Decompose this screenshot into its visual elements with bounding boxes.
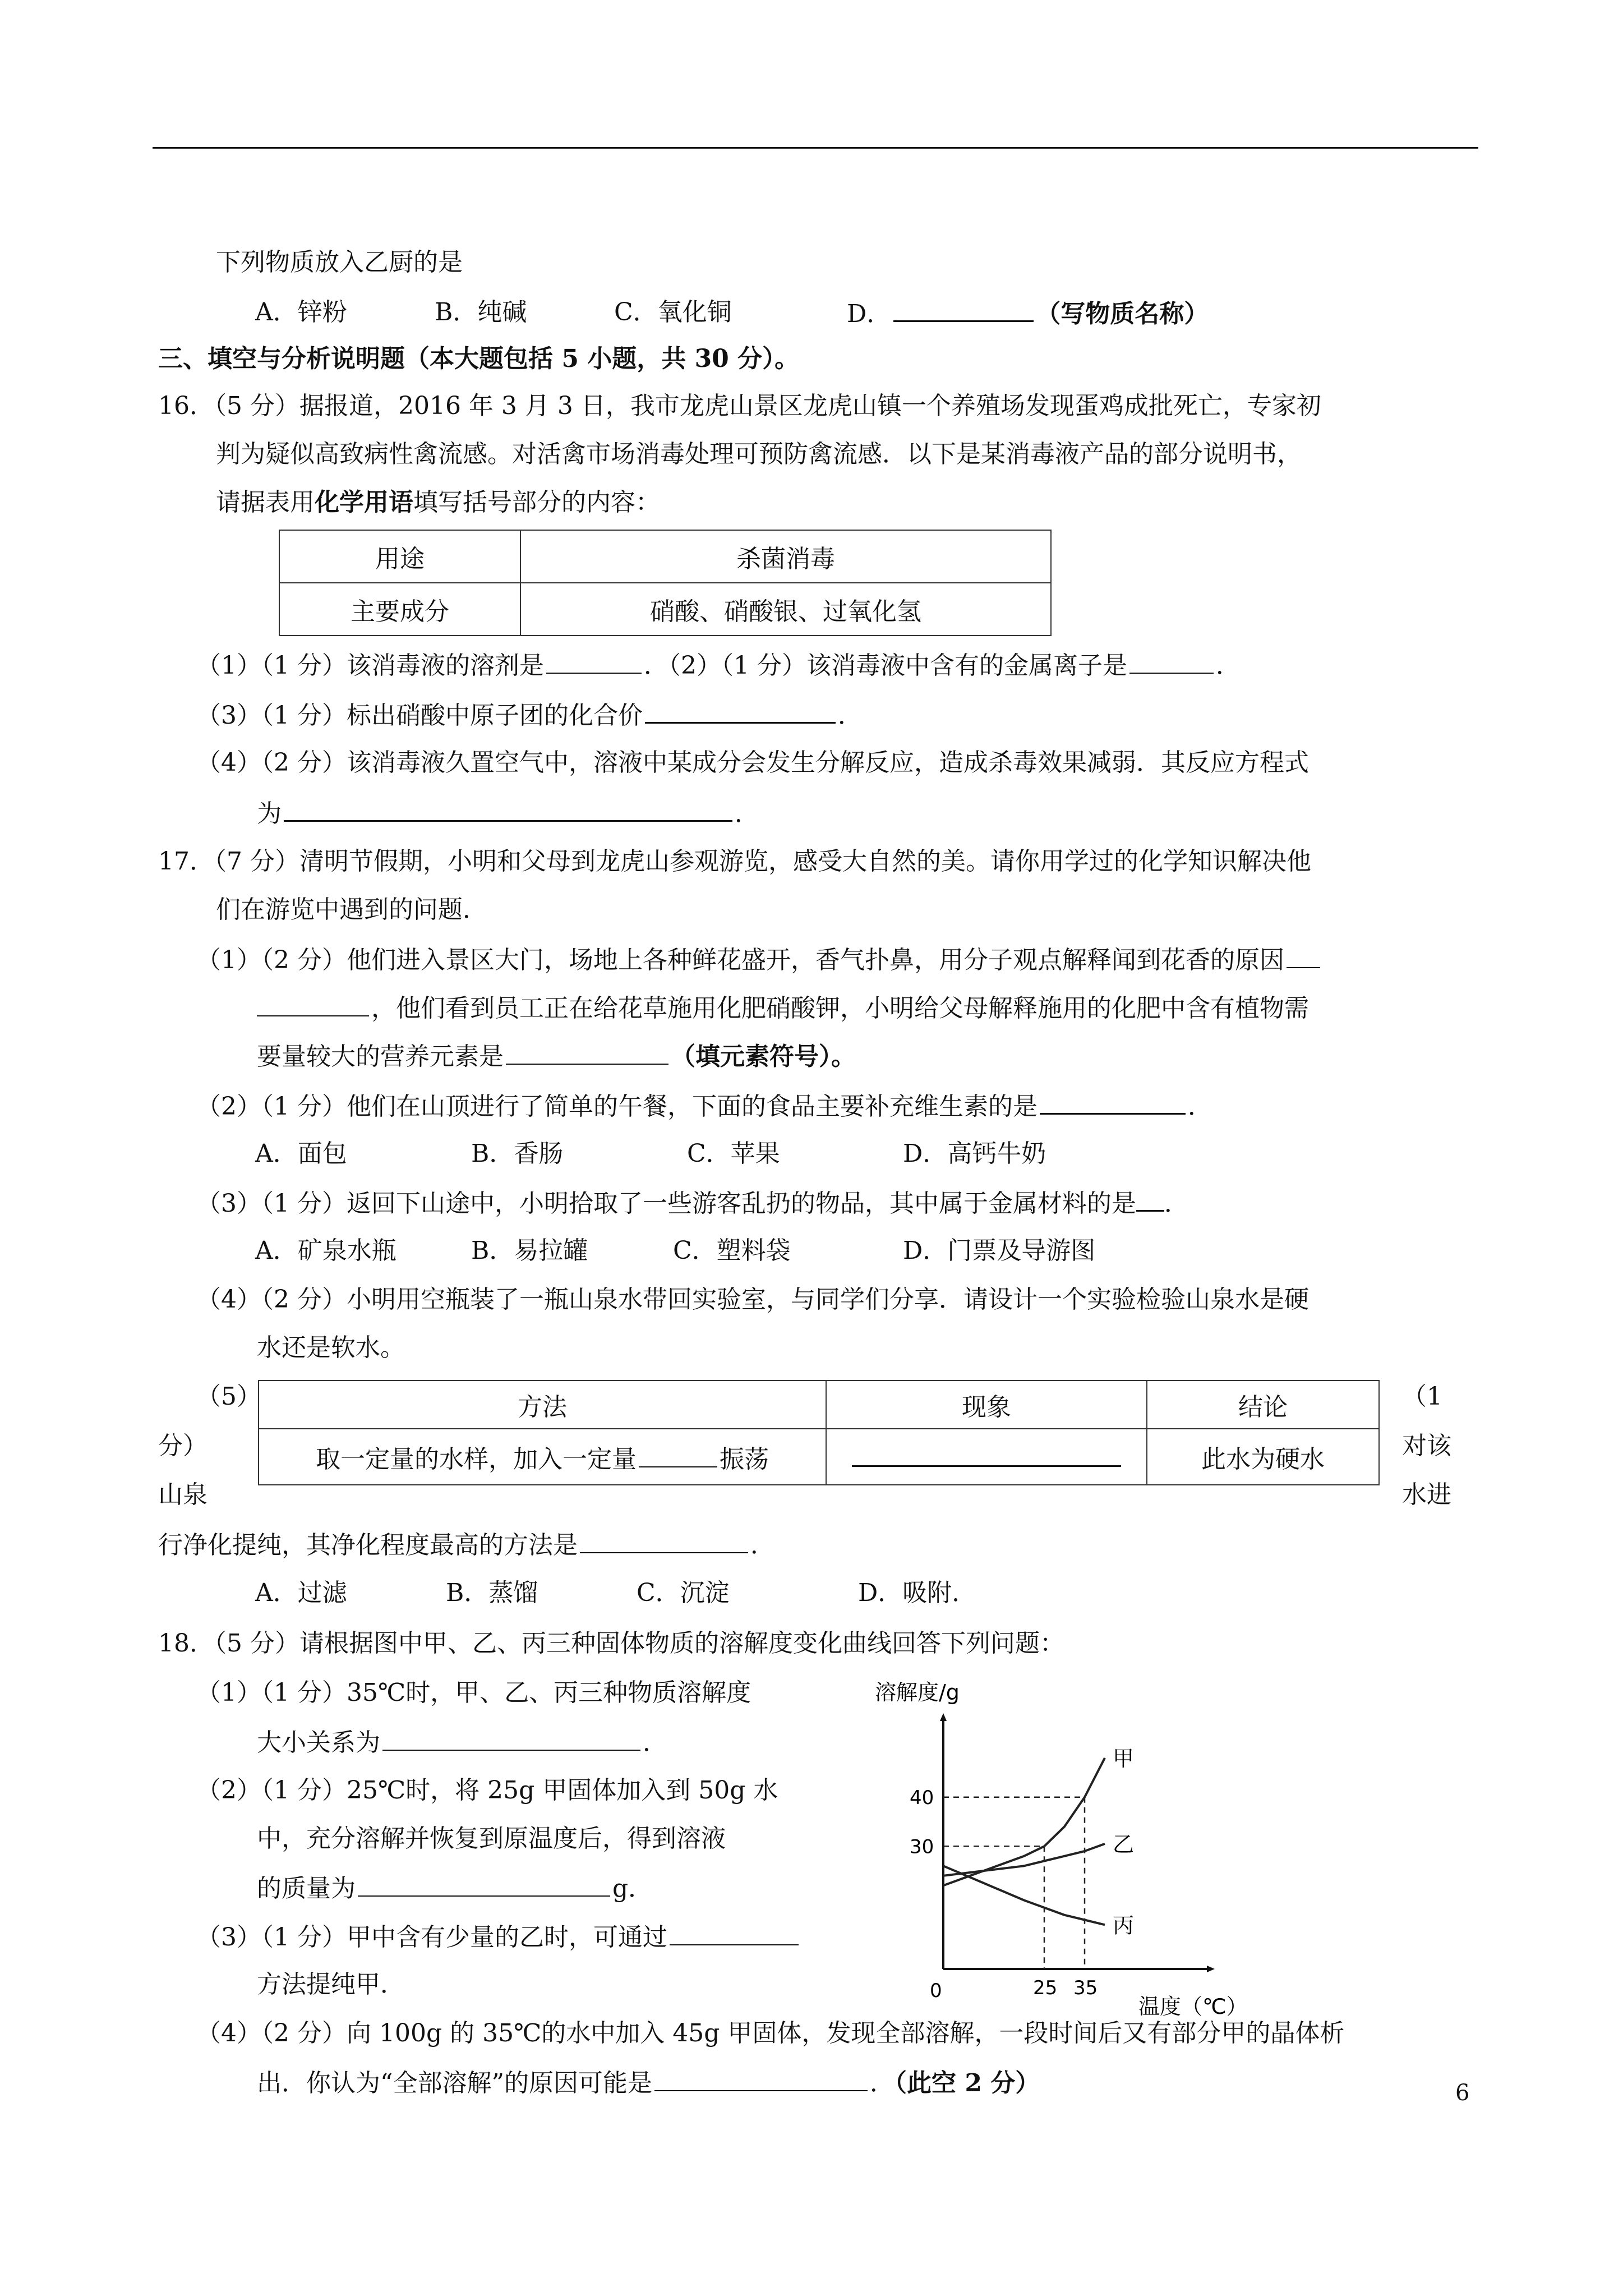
q18-sub-4-cont-text: 出．你认为“全部溶解”的原因可能是 <box>257 2069 652 2097</box>
q18-sub-3-cont: 方法提纯甲． <box>257 1970 405 1999</box>
q15-option-c: C．氧化铜 <box>614 298 732 326</box>
q17-experiment-table <box>258 1380 1380 1485</box>
q18-sub-2-cont2-text: 的质量为 <box>257 1874 356 1903</box>
q17-sub-5-option: D．吸附． <box>858 1579 977 1607</box>
q17-sub-5-option: A．过滤 <box>255 1579 347 1607</box>
solubility-chart <box>858 1677 1284 2025</box>
q16-table-key: 主要成分 <box>279 583 520 636</box>
q17-cell-conclusion: 此水为硬水 <box>1147 1429 1379 1485</box>
x-tick-label: 25 <box>1033 1977 1058 1999</box>
q16-table-row <box>279 530 1051 583</box>
y-axis-label: 溶解度/g <box>875 1680 960 1705</box>
q17-sub-2-option: A．面包 <box>255 1139 347 1168</box>
q17-sub-3-option: C．塑料袋 <box>673 1236 791 1265</box>
q17-sub-5-end: ． <box>750 1531 775 1559</box>
q18-sub-3 <box>196 1920 801 1954</box>
q16-sub-4-cont <box>257 795 759 831</box>
q16-table-key: 用途 <box>279 530 520 583</box>
q17-method-text-2: 振荡 <box>720 1445 769 1474</box>
header-rule <box>153 147 1478 149</box>
q18-sub-1-end: ． <box>643 1728 667 1757</box>
q16-sub-3 <box>196 697 863 733</box>
q18-sub-2-cont2 <box>257 1871 653 1906</box>
q16-sub-4: （4）（2 分）该消毒液久置空气中，溶液中某成分会发生分解反应，造成杀毒效果减弱．其反应方程式 <box>196 748 1309 777</box>
q17-sub-5-side: 对该 <box>1402 1432 1451 1460</box>
q17-method-text: 取一定量的水样，加入一定量 <box>316 1445 637 1474</box>
q16-blank-valence[interactable] <box>645 697 836 724</box>
x-axis-label: 温度（℃） <box>1138 1994 1248 2019</box>
q18-blank-mass[interactable] <box>358 1871 610 1897</box>
q17-sub-3-end: ． <box>1164 1189 1189 1218</box>
curve-label: 甲 <box>1113 1746 1135 1771</box>
q17-sub-2-option: C．苹果 <box>687 1139 780 1168</box>
q17-sub-2 <box>196 1088 1212 1124</box>
q16-sub-4-cont-text: 为 <box>257 799 282 828</box>
q16-sub-4-end: ． <box>735 799 759 828</box>
q17-sub-1 <box>196 942 1322 977</box>
q15-option-d-label: D． <box>847 300 892 328</box>
curve-label: 丙 <box>1113 1913 1135 1938</box>
q16-blank-metal-ion[interactable] <box>1129 648 1214 674</box>
q18-blank-method[interactable] <box>670 1920 799 1945</box>
q17-blank-purify-method[interactable] <box>580 1527 748 1553</box>
q18-sub-4: （4）（2 分）向 100g 的 35℃的水中加入 45g 甲固体，发现全部溶解，一段时间后又有部分甲的晶体析 <box>196 2019 1345 2047</box>
q17-sub-2-option: D．高钙牛奶 <box>903 1139 1046 1168</box>
q18-sub-1-cont-text: 大小关系为 <box>257 1728 380 1757</box>
y-tick-label: 30 <box>910 1835 934 1858</box>
q17-sub-4-cont: 水还是软水。 <box>257 1333 405 1362</box>
q18-sub-1-cont <box>257 1725 667 1760</box>
q18-sub-2-cont: 中，充分溶解并恢复到原温度后，得到溶液 <box>257 1824 726 1853</box>
origin-label: 0 <box>930 1980 942 2002</box>
q15-option-d <box>847 296 1209 331</box>
q16-table-row <box>279 583 1051 636</box>
q17-blank-vitamin-food[interactable] <box>1040 1088 1186 1115</box>
q17-col-phenomenon: 现象 <box>826 1381 1147 1429</box>
q17-sub-1-note: （填元素符号）。 <box>671 1042 856 1071</box>
q16-line-3 <box>216 486 660 519</box>
q15-stem-line: 下列物质放入乙厨的是 <box>216 248 463 277</box>
q17-blank-smell-reason[interactable] <box>257 991 369 1016</box>
q16-sub-2-text: ．（2）（1 分）该消毒液中含有的金属离子是 <box>643 651 1127 680</box>
q16-blank-solvent[interactable] <box>546 648 642 674</box>
q17-sub-1-cont-text: ，他们看到员工正在给花草施用化肥硝酸钾，小明给父母解释施用的化肥中含有植物需 <box>371 994 1309 1023</box>
q16-blank-equation[interactable] <box>284 795 732 822</box>
q16-sub-3-end: ． <box>837 701 863 730</box>
q16-line-2: 判为疑似高致病性禽流感。对活禽市场消毒处理可预防禽流感．以下是某消毒液产品的部分说明书， <box>216 440 1302 468</box>
q17-sub-3-text: （3）（1 分）返回下山途中，小明拾取了一些游客乱扔的物品，其中属于金属材料的是 <box>196 1189 1136 1218</box>
q17-cell-phenomenon <box>826 1429 1147 1485</box>
q17-blank-smell-start[interactable] <box>1287 942 1320 968</box>
q16-table <box>279 530 1052 636</box>
q18-sub-2: （2）（1 分）25℃时，将 25g 甲固体加入到 50g 水 <box>196 1776 778 1805</box>
x-tick-label: 35 <box>1073 1977 1098 1999</box>
q18-sub-2-unit: g． <box>612 1874 653 1903</box>
q15-option-b: B．纯碱 <box>435 298 527 326</box>
curve-label: 乙 <box>1113 1832 1135 1857</box>
q17-sub-1-cont2 <box>257 1039 856 1074</box>
q17-sub-3-option: A．矿泉水瓶 <box>255 1236 396 1265</box>
q18-sub-4-dot: ． <box>870 2069 895 2097</box>
q17-table-header <box>259 1381 1379 1429</box>
q17-sub-5-side: 水进 <box>1402 1480 1451 1509</box>
q16-sub-1-end: ． <box>1215 651 1241 680</box>
q17-sub-1-cont <box>257 991 1309 1025</box>
q17-sub-1-text: （1）（2 分）他们进入景区大门，场地上各种鲜花盛开，香气扑鼻，用分子观点解释闻到花香的原因 <box>196 946 1284 974</box>
q17-sub-5-side: （1 <box>1402 1382 1442 1411</box>
q17-sub-3-option: B．易拉罐 <box>471 1236 588 1265</box>
q17-blank-element[interactable] <box>506 1039 668 1065</box>
q16-sub-3-text: （3）（1 分）标出硝酸中原子团的化合价 <box>196 701 643 730</box>
q17-sub-5-label: 分） <box>158 1432 208 1460</box>
q16-table-value: 杀菌消毒 <box>520 530 1051 583</box>
q16-sub-1-text: （1）（1 分）该消毒液的溶剂是 <box>196 651 544 680</box>
q17-sub-5-option: C．沉淀 <box>637 1579 730 1607</box>
q16-sub-1 <box>196 648 1241 683</box>
q15-option-d-note: （写物质名称） <box>1036 300 1209 328</box>
y-tick-label: 40 <box>910 1786 934 1809</box>
q15-answer-blank[interactable] <box>893 296 1034 322</box>
q17-sub-5-tail-text: 行净化提纯，其净化程度最高的方法是 <box>158 1531 578 1559</box>
q17-blank-phenomenon[interactable] <box>852 1441 1121 1467</box>
q16-line-3-bold: 化学用语 <box>315 488 413 517</box>
q17-sub-2-end: ． <box>1187 1092 1212 1121</box>
solubility-curve-3 <box>943 1866 1105 1925</box>
q17-sub-3 <box>196 1185 1189 1221</box>
page-number: 6 <box>1455 2080 1470 2106</box>
solubility-curve-2 <box>943 1844 1105 1876</box>
q17-col-conclusion: 结论 <box>1147 1381 1379 1429</box>
section-heading: 三、填空与分析说明题（本大题包括 5 小题，共 30 分）。 <box>158 344 800 373</box>
q18-sub-3-text: （3）（1 分）甲中含有少量的乙时，可通过 <box>196 1923 667 1952</box>
q16-line-3-c: 填写括号部分的内容： <box>413 488 660 517</box>
q15-option-a: A．锌粉 <box>255 298 347 326</box>
q18-blank-reason[interactable] <box>654 2065 868 2091</box>
q17-sub-5-tail <box>158 1527 775 1562</box>
q17-blank-reagent[interactable] <box>639 1442 717 1467</box>
q18-line-1: 18．（5 分）请根据图中甲、乙、丙三种固体物质的溶解度变化曲线回答下列问题： <box>158 1629 1064 1658</box>
q17-table-row <box>259 1429 1379 1485</box>
q18-blank-order[interactable] <box>382 1725 640 1751</box>
q17-cell-method <box>259 1429 826 1485</box>
q17-sub-4: （4）（2 分）小明用空瓶装了一瓶山泉水带回实验室，与同学们分享．请设计一个实验检验山泉水是硬 <box>196 1285 1309 1314</box>
q18-sub-4-note: （此空 2 分） <box>895 2069 1040 2097</box>
q16-table-value: 硝酸、硝酸银、过氧化氢 <box>520 583 1051 636</box>
q17-sub-2-option: B．香肠 <box>471 1139 564 1168</box>
q16-line-1: 16．（5 分）据报道，2016 年 3 月 3 日，我市龙虎山景区龙虎山镇一个养殖场发现蛋鸡成批死亡，专家初 <box>158 392 1321 420</box>
q17-sub-2-text: （2）（1 分）他们在山顶进行了简单的午餐，下面的食品主要补充维生素的是 <box>196 1092 1038 1121</box>
q17-line-1: 17．（7 分）清明节假期，小明和父母到龙虎山参观游览，感受大自然的美。请你用学过的化学知识解决他 <box>158 847 1311 876</box>
q17-sub-5-option: B．蒸馏 <box>446 1579 538 1607</box>
q17-line-2: 们在游览中遇到的问题． <box>216 895 487 924</box>
q17-col-method: 方法 <box>259 1381 826 1429</box>
q16-line-3-a: 请据表用 <box>216 488 315 517</box>
q17-sub-1-cont2-text: 要量较大的营养元素是 <box>257 1042 504 1071</box>
q17-blank-metal-material[interactable] <box>1136 1185 1164 1212</box>
q17-sub-5-label: （5） <box>196 1382 261 1411</box>
q18-sub-4-cont <box>257 2065 1040 2100</box>
q17-sub-3-option: D．门票及导游图 <box>903 1236 1096 1265</box>
q17-sub-5-label: 山泉 <box>158 1480 208 1509</box>
q18-sub-1: （1）（1 分）35℃时，甲、乙、丙三种物质溶解度 <box>196 1678 751 1707</box>
